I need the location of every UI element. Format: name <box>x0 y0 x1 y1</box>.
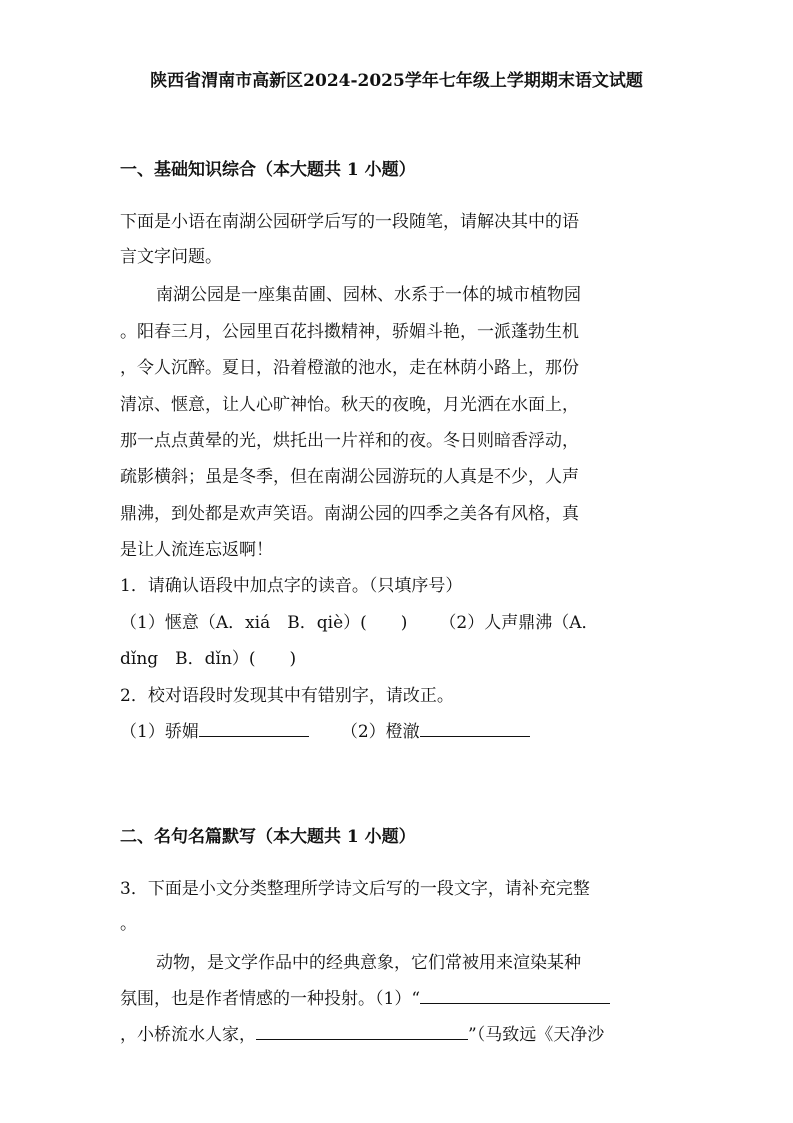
q3-passage-line-1: 动物，是文学作品中的经典意象，它们常被用来渲染某种 <box>156 953 581 973</box>
q2-item-1-blank[interactable] <box>199 722 309 737</box>
q3-blank-1[interactable] <box>420 989 610 1004</box>
question-2-row <box>120 717 530 742</box>
q3-blank-2[interactable] <box>256 1025 468 1040</box>
q3-passage-line-2-text: 氛围，也是作者情感的一种投射。（1）“ <box>120 989 421 1009</box>
q2-item-1-label: （1）骄媚 <box>120 722 199 742</box>
section-1-heading: 一、基础知识综合（本大题共 1 小题） <box>120 160 416 180</box>
passage-line-3: ，令人沉醉。夏日，沿着橙澈的池水，走在林荫小路上，那份 <box>120 358 579 378</box>
passage-line-7: 鼎沸，到处都是欢声笑语。南湖公园的四季之美各有风格，真 <box>120 504 579 524</box>
passage-line-8: 是让人流连忘返啊！ <box>120 540 273 560</box>
intro-line-2: 言文字问题。 <box>120 247 222 267</box>
q1-item-2[interactable]: （2）人声鼎沸（A． <box>439 613 599 633</box>
passage-line-6: 疏影横斜；虽是冬季，但在南湖公园游玩的人真是不少，人声 <box>120 467 579 487</box>
page-title: 陕西省渭南市高新区2024-2025学年七年级上学期期末语文试题 <box>150 71 643 91</box>
passage-line-2: 。阳春三月，公园里百花抖擞精神，骄媚斗艳，一派蓬勃生机 <box>120 322 579 342</box>
q1-item-1[interactable]: （1）惬意（A．xiá B．qiè）( ) <box>120 613 408 633</box>
passage-line-5: 那一点点黄晕的光，烘托出一片祥和的夜。冬日则暗香浮动， <box>120 431 579 451</box>
q3-passage-line-3-text: ，小桥流水人家， <box>120 1025 256 1045</box>
q3-source: ”（马致远《天净沙 <box>468 1025 605 1045</box>
passage-line-4: 清凉、惬意，让人心旷神怡。秋天的夜晚，月光洒在水面上， <box>120 395 579 415</box>
q3-passage-line-2 <box>120 984 610 1009</box>
question-2: 2．校对语段时发现其中有错别字，请改正。 <box>120 686 454 706</box>
passage-line-1: 南湖公园是一座集苗圃、园林、水系于一体的城市植物园 <box>156 285 581 305</box>
question-1-row-1 <box>120 608 598 633</box>
intro-line-1: 下面是小语在南湖公园研学后写的一段随笔，请解决其中的语 <box>120 212 579 232</box>
q3-passage-line-3 <box>120 1020 604 1045</box>
q2-item-2-blank[interactable] <box>420 722 530 737</box>
section-2-heading: 二、名句名篇默写（本大题共 1 小题） <box>120 827 416 847</box>
q2-item-2-label: （2）橙澈 <box>340 722 420 742</box>
question-1-row-2[interactable]: dǐng B．dǐn）( ) <box>120 649 297 669</box>
question-3-line-2: 。 <box>120 914 137 934</box>
question-1: 1．请确认语段中加点字的读音。（只填序号） <box>120 576 463 596</box>
question-3-line-1: 3．下面是小文分类整理所学诗文后写的一段文字，请补充完整 <box>120 879 590 899</box>
